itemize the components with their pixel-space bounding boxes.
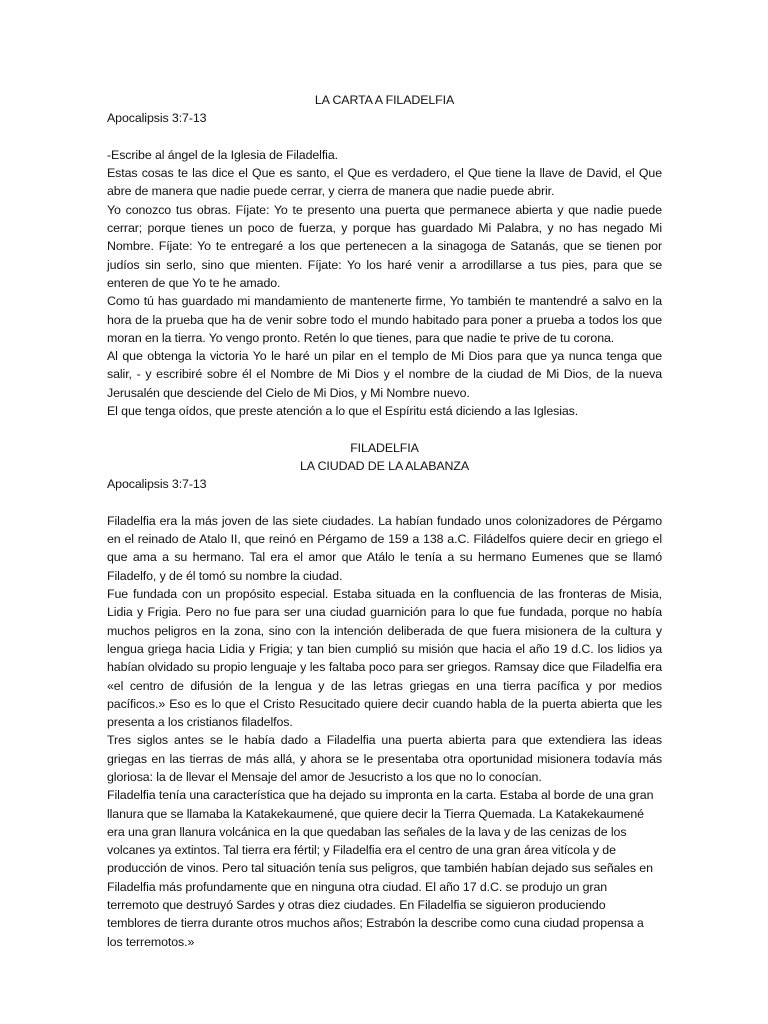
section-2-paragraph: Fue fundada con un propósito especial. Estaba situada en la confluencia de las fronteras de Misia, Lidia y Frigia. Pero no fue para ser una ciudad guarnición para lo que fue fundada, porque no había muchos peligros en la zona, sino con la intención deliberada de que fuera misionera de la cultura y lengua griega hacia Lidia y Frigia; y tan bien cumplió su misión que hacia el año 19 d.C. los lidios ya habían olvidado su propio lenguaje y les faltaba poco para ser griegos. Ramsay dice que Filadelfia era «el centro de difusión de la lengua y de las letras griegas en una tierra pacífica y por medios pacíficos.» Eso es lo que el Cristo Resucitado quiere decir cuando habla de la puerta abierta que les presenta a los cristianos filadelfos.	[107, 587, 662, 730]
spacer	[107, 128, 662, 146]
section-2-paragraph: Tres siglos antes se le había dado a Filadelfia una puerta abierta para que extendiera las ideas griegas en las tierras de más allá, y ahora se le presentaba otra oportunidad misionera todavía más gloriosa: la de llevar el Mensaje del amor de Jesucristo a los que no lo conocían.	[107, 733, 662, 784]
section-1-title: LA CARTA A FILADELFIA	[314, 93, 455, 107]
section-1-paragraph: Al que obtenga la victoria Yo le haré un pilar en el templo de Mi Dios para que ya nunca tenga que salir, - y escribiré sobre él el Nombre de Mi Dios y el nombre de la ciudad de Mi Dios, de la nueva Jerusalén que desciende del Cielo de Mi Dios, y Mi Nombre nuevo.	[107, 349, 662, 400]
section-1-paragraph: El que tenga oídos, que preste atención a lo que el Espíritu está diciendo a las Iglesias.	[107, 404, 579, 419]
spacer	[107, 420, 662, 438]
section-2-reference: Apocalipsis 3:7-13	[107, 477, 207, 492]
section-1-reference: Apocalipsis 3:7-13	[107, 111, 207, 126]
section-2-paragraph: Filadelfia era la más joven de las siete ciudades. La habían fundado unos colonizadores de Pérgamo en el reinado de Atalo II, que reinó en Pérgamo de 159 a 138 a.C. Filádelfos quiere decir en griego el que ama a su hermano. Tal era el amor que Atálo le tenía a su hermano Eumenes que se llamó Filadelfo, y de él tomó su nombre la ciudad.	[107, 513, 662, 583]
section-1-paragraph: Como tú has guardado mi mandamiento de mantenerte firme, Yo también te mantendré a salvo en la hora de la prueba que ha de venir sobre todo el mundo habitado para poner a prueba a todos los que moran en la tierra. Yo vengo pronto. Retén lo que tienes, para que nadie te prive de tu corona.	[107, 294, 662, 345]
section-2-title: FILADELFIA	[350, 440, 419, 455]
section-2-subtitle: LA CIUDAD DE LA ALABANZA	[299, 458, 470, 473]
section-2-paragraph: Filadelfia tenía una característica que ha dejado su impronta en la carta. Estaba al borde de una gran llanura que se llamaba la Katakekaumené, que quiere decir la Tierra Quemada. La Katakekaumené era una gran llanura volcánica en la que quedaban las señales de la lava y de las cenizas de los volcanes ya extintos. Tal tierra era fértil; y Filadelfia era el centro de una gran área vitícola y de producción de vinos. Pero tal situación tenía sus peligros, que también habían dejado sus señales en Filadelfia más profundamente que en ninguna otra ciudad. El año 17 d.C. se produjo un gran terremoto que destruyó Sardes y otras diez ciudades. En Filadelfia se siguieron produciendo temblores de tierra durante otros muchos años; Estrabón la describe como cuna ciudad propensa a los terremotos.»	[107, 788, 654, 949]
section-1-paragraph: Yo conozco tus obras. Fíjate: Yo te presento una puerta que permanece abierta y que nadie puede cerrar; porque tienes un poco de fuerza, y porque has guardado Mi Palabra, y no has negado Mi Nombre. Fíjate: Yo te entregaré a los que pertenecen a la sinagoga de Satanás, que se tienen por judíos sin serlo, sino que mienten. Fíjate: Yo los haré venir a arrodillarse a tus pies, para que se enteren de que Yo te he amado.	[107, 202, 662, 290]
spacer	[107, 494, 662, 512]
section-1-paragraph: -Escribe al ángel de la Iglesia de Filadelfia.	[107, 147, 338, 162]
document-page	[107, 91, 662, 951]
section-1-paragraph: Estas cosas te las dice el Que es santo, el Que es verdadero, el Que tiene la llave de David, el Que abre de manera que nadie puede cerrar, y cierra de manera que nadie puede abrir.	[107, 166, 662, 199]
